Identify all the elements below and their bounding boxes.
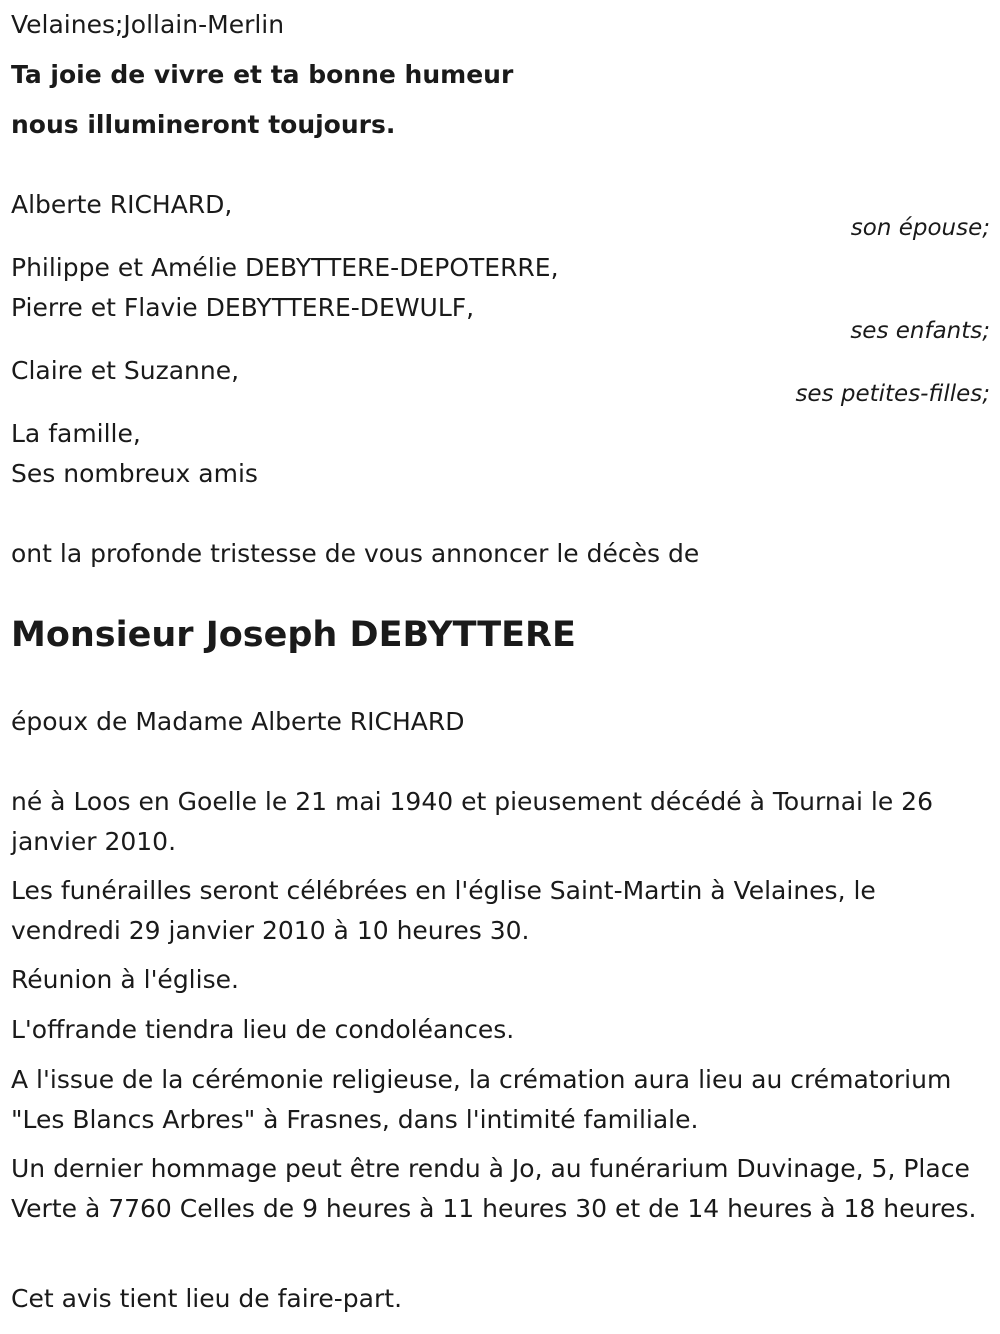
quote-line-2: nous illumineront toujours. bbox=[11, 110, 396, 139]
family-line: La famille, bbox=[11, 419, 141, 448]
notice-paragraph: Cet avis tient lieu de faire-part. bbox=[11, 1284, 403, 1313]
funeral-paragraph: Les funérailles seront célébrées en l'église Saint-Martin à Velaines, le vendredi 29 janvier 2010 à 10 heures 30. bbox=[11, 876, 876, 945]
spouse-role: son épouse; bbox=[850, 215, 990, 241]
birth-death-paragraph: né à Loos en Goelle le 21 mai 1940 et pieusement décédé à Tournai le 26 janvier 2010. bbox=[11, 787, 933, 856]
child-2: Pierre et Flavie DEBYTTERE-DEWULF, bbox=[11, 293, 475, 322]
children-role: ses enfants; bbox=[850, 318, 990, 344]
location-line: Velaines;Jollain-Merlin bbox=[11, 10, 285, 39]
grandchildren-role: ses petites-filles; bbox=[795, 381, 990, 407]
friends-line: Ses nombreux amis bbox=[11, 459, 258, 488]
cremation-paragraph: A l'issue de la cérémonie religieuse, la crémation aura lieu au crématorium "Les Blancs Arbres" à Frasnes, dans l'intimité familiale. bbox=[11, 1065, 952, 1134]
announcement-text: ont la profonde tristesse de vous annoncer le décès de bbox=[11, 539, 700, 568]
spouse-of-line: époux de Madame Alberte RICHARD bbox=[11, 707, 465, 736]
deceased-name: Monsieur Joseph DEBYTTERE bbox=[11, 615, 576, 655]
meeting-paragraph: Réunion à l'église. bbox=[11, 965, 239, 994]
grandchildren: Claire et Suzanne, bbox=[11, 356, 240, 385]
quote-line-1: Ta joie de vivre et ta bonne humeur bbox=[11, 60, 514, 89]
offering-paragraph: L'offrande tiendra lieu de condoléances. bbox=[11, 1015, 515, 1044]
spouse-name: Alberte RICHARD, bbox=[11, 190, 233, 219]
tribute-paragraph: Un dernier hommage peut être rendu à Jo, au funérarium Duvinage, 5, Place Verte à 7760 Celles de 9 heures à 11 heures 30 et de 14 heures à 18 heures. bbox=[11, 1154, 977, 1223]
child-1: Philippe et Amélie DEBYTTERE-DEPOTERRE, bbox=[11, 253, 559, 282]
